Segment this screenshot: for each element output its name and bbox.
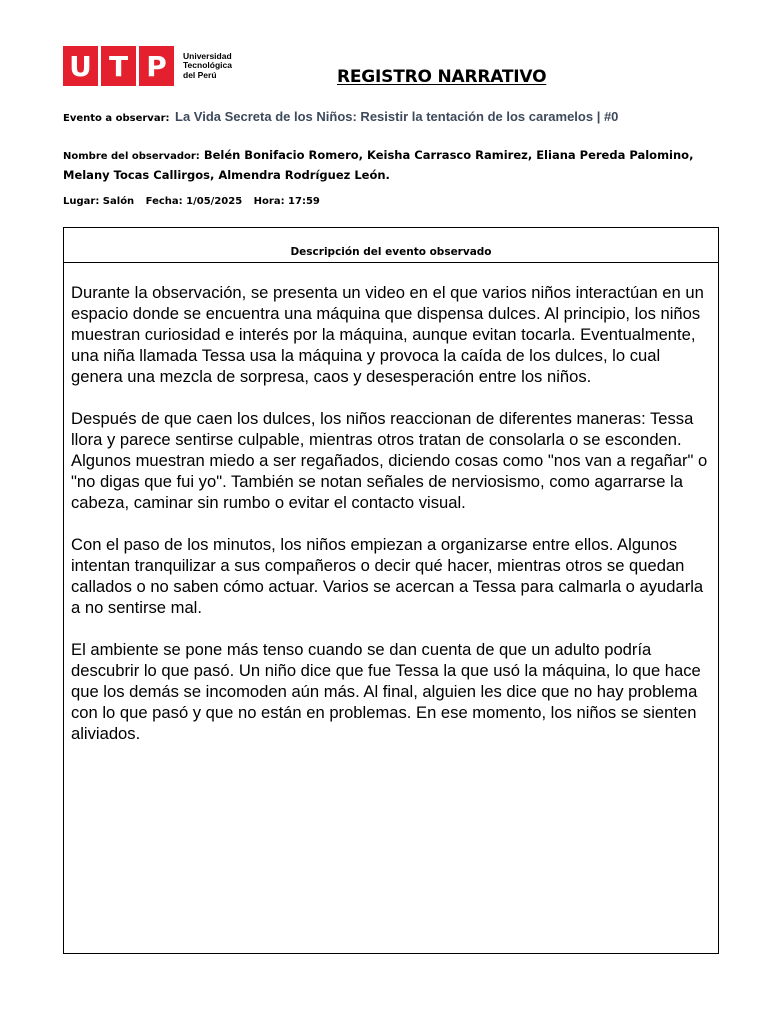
description-header: Descripción del evento observado <box>64 228 718 263</box>
logo-letter-p: P <box>139 46 174 86</box>
event-row <box>63 109 618 124</box>
time-field: Hora: 17:59 <box>253 196 320 207</box>
description-paragraph: Después de que caen los dulces, los niños reaccionan de diferentes maneras: Tessa llora y parece sentirse culpable, mientras otros tratan de consolarla o se esconden. Algunos muestran miedo a ser regañados, diciendo cosas como "nos van a regañar" o "no digas que fui yo". También se notan señales de nerviosismo, como agarrarse la cabeza, caminar sin rumbo o evitar el contacto visual. <box>71 409 708 512</box>
logo-text-line: Universidad <box>183 50 232 61</box>
observer-row <box>63 146 723 185</box>
event-value: La Vida Secreta de los Niños: Resistir la tentación de los caramelos | #0 <box>175 109 619 124</box>
description-paragraph: Con el paso de los minutos, los niños empiezan a organizarse entre ellos. Algunos intentan tranquilizar a sus compañeros o decir qué hacer, mientras otros se quedan callados o no saben cómo actuar. Varios se acercan a Tessa para calmarla o ayudarla a no sentirse mal. <box>71 535 704 617</box>
utp-logo <box>63 46 232 86</box>
document-title: REGISTRO NARRATIVO <box>337 67 547 87</box>
logo-text <box>183 52 232 81</box>
logo-text-line: Tecnológica <box>183 60 232 71</box>
description-paragraph: Durante la observación, se presenta un video en el que varios niños interactúan en un espacio donde se encuentra una máquina que dispensa dulces. Al principio, los niños muestran curiosidad e interés por la máquina, aunque evitan tocarla. Eventualmente, una niña llamada Tessa usa la máquina y provoca la caída de los dulces, lo cual genera una mezcla de sorpresa, caos y desesperación entre los niños. <box>71 283 704 386</box>
logo-letter-t: T <box>101 46 136 86</box>
date-field: Fecha: 1/05/2025 <box>145 196 243 207</box>
event-label: Evento a observar: <box>63 113 170 124</box>
logo-text-line: del Perú <box>183 69 217 80</box>
description-paragraph: El ambiente se pone más tenso cuando se dan cuenta de que un adulto podría descubrir lo que pasó. Un niño dice que fue Tessa la que usó la máquina, lo que hace que los demás se incomoden aún más. Al final, alguien les dice que no hay problema con lo que pasó y que no están en problemas. En ese momento, los niños se sienten aliviados. <box>71 640 701 743</box>
logo-letter-u: U <box>63 46 98 86</box>
description-body <box>64 263 718 744</box>
observer-value: Belén Bonifacio Romero, Keisha Carrasco Ramirez, Eliana Pereda Palomino, Melany Tocas Callirgos, Almendra Rodríguez León. <box>63 148 694 182</box>
observer-label: Nombre del observador: <box>63 151 200 162</box>
place-field: Lugar: Salón <box>63 196 135 207</box>
description-box <box>63 227 719 954</box>
place-date-time-row <box>63 196 328 207</box>
